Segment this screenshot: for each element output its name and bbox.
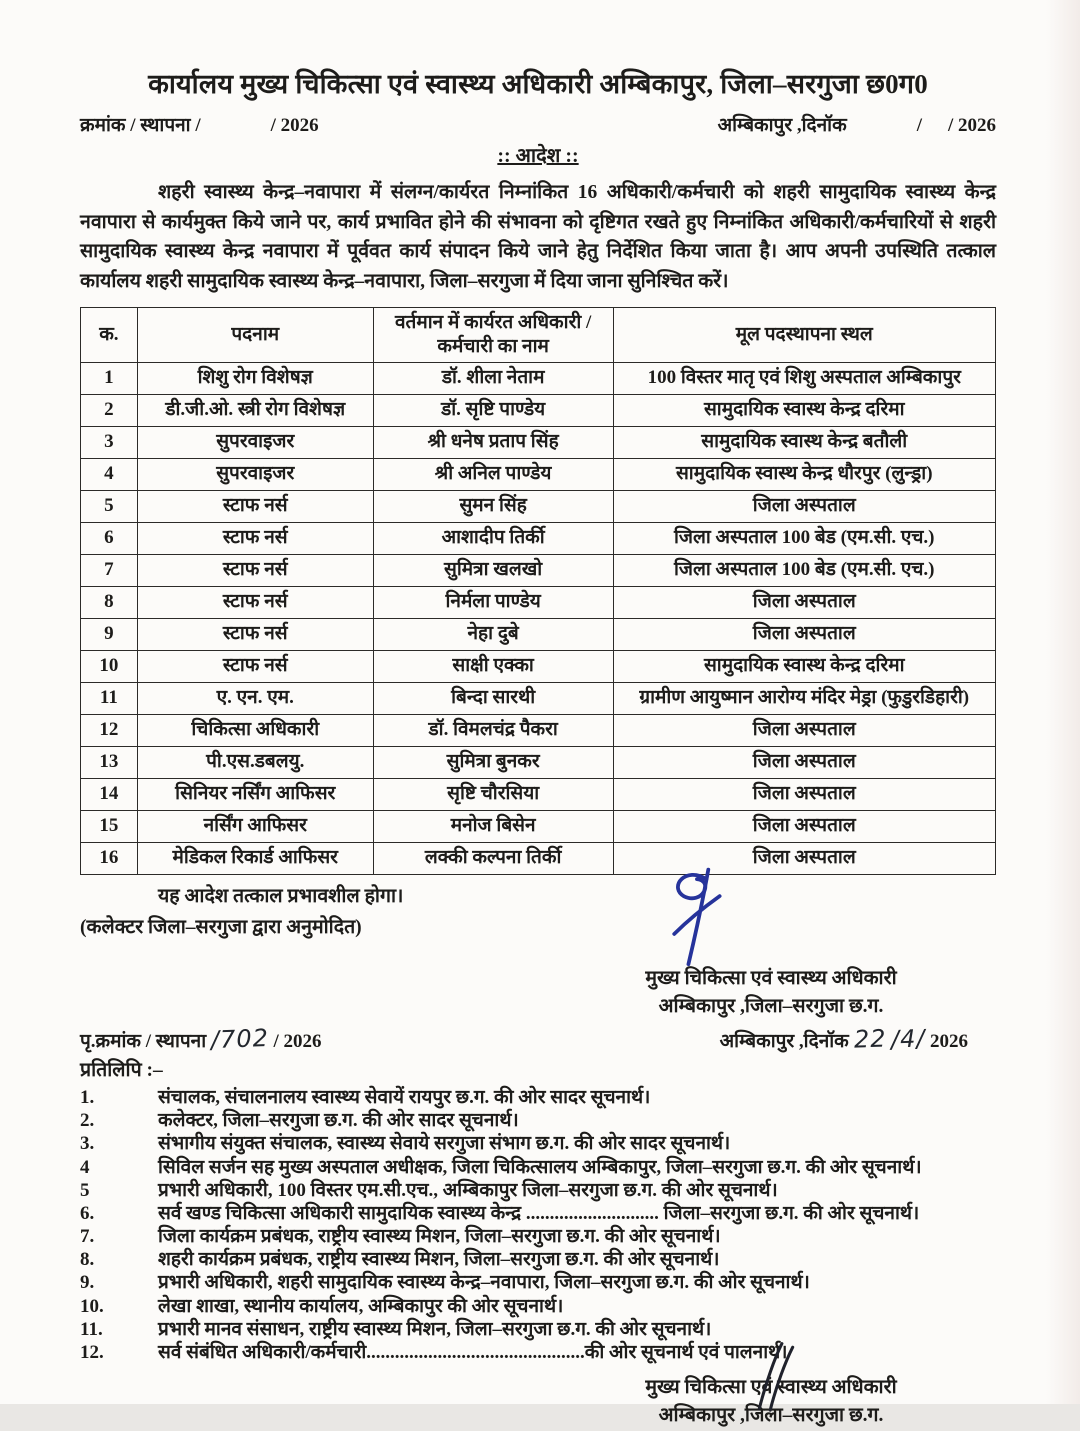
header-designation: पदनाम bbox=[137, 307, 373, 362]
signatory-place-bottom: अम्बिकापुर ,जिला–सरगुजा छ.ग. bbox=[658, 1405, 884, 1427]
ref2-suffix: / 2026 bbox=[273, 1031, 322, 1053]
copy-item: 9. प्रभारी अधिकारी, शहरी सामुदायिक स्वास्थ्य केन्द्र–नवापारा, जिला–सरगुजा छ.ग. की ओर सूचनार्थ। bbox=[80, 1272, 810, 1294]
table-row: 14 सिनियर नर्सिंग आफिसर सृष्टि चौरसिया जिला अस्पताल bbox=[81, 778, 996, 810]
reference-line bbox=[80, 111, 996, 137]
handwritten-month: /4/ bbox=[890, 1024, 926, 1054]
header-officer: वर्तमान में कार्यरत अधिकारी /कर्मचारी का नाम bbox=[373, 307, 613, 362]
dispatch-year: 2026 bbox=[930, 1031, 968, 1053]
table-row: 12 चिकित्सा अधिकारी डॉ. विमलचंद्र पैकरा जिला अस्पताल bbox=[81, 714, 996, 746]
office-title: कार्यालय मुख्य चिकित्सा एवं स्वास्थ्य अधिकारी अम्बिकापुर, जिला–सरगुजा छ0ग0 bbox=[148, 69, 928, 99]
copy-item: 12. सर्व संबंधित अधिकारी/कर्मचारी..............................................की ओर सूचनार्थ एवं पालनार्थ। bbox=[80, 1341, 788, 1363]
approval-note: (कलेक्टर जिला–सरगुजा द्वारा अनुमोदित) bbox=[80, 916, 362, 938]
table-row: 3 सुपरवाइजर श्री धनेष प्रताप सिंह सामुदायिक स्वास्थ केन्द्र बतौली bbox=[81, 426, 996, 458]
table-row: 11 ए. एन. एम. बिन्दा सारथी ग्रामीण आयुष्मान आरोग्य मंदिर मेड्रा (फुडुरडिहारी) bbox=[81, 682, 996, 714]
bottom-signature-block bbox=[606, 1374, 936, 1431]
copy-item: 7. जिला कार्यक्रम प्रबंधक, राष्ट्रीय स्वास्थ्य मिशन, जिला–सरगुजा छ.ग. की ओर सूचनार्थ। bbox=[80, 1226, 721, 1248]
table-row: 10 स्टाफ नर्स साक्षी एक्का सामुदायिक स्वास्थ केन्द्र दरिमा bbox=[81, 650, 996, 682]
effective-note: यह आदेश तत्काल प्रभावशील होगा। bbox=[158, 885, 404, 907]
copy-item: 2. कलेक्टर, जिला–सरगुजा छ.ग. की ओर सादर सूचनार्थ। bbox=[80, 1110, 519, 1132]
copies-heading: प्रतिलिपि :– bbox=[80, 1060, 163, 1082]
dispatch-date bbox=[720, 1025, 968, 1053]
ref2-label: पृ.क्रमांक / स्थापना bbox=[80, 1031, 207, 1053]
dispatch-label: अम्बिकापुर ,दिनॉक bbox=[719, 1031, 849, 1053]
table-row: 16 मेडिकल रिकार्ड आफिसर लक्की कल्पना तिर्की जिला अस्पताल bbox=[81, 842, 996, 874]
order-paragraph: शहरी स्वास्थ्य केन्द्र–नवापारा में संलग्न/कार्यरत निम्नांकित 16 अधिकारी/कर्मचारी को शहरी सामुदायिक स्वास्थ्य केन्द्र नवापारा से कार्यमुक्त किये जाने पर, कार्य प्रभावित होने की संभावना को दृष्टिगत रखते हुए निम्नांकित अधिकारी/कर्मचारियों से शहरी सामुदायिक स्वास्थ्य केन्द्र नवापारा में पूर्ववत कार्य संपादन किये जाने हेतु निर्देशित किया जाता है। आप अपनी उपस्थिति तत्काल कार्यालय शहरी सामुदायिक स्वास्थ्य केन्द्र–नवापारा, जिला–सरगुजा में दिया जाना सुनिश्चित करें। bbox=[80, 182, 996, 292]
dispatch-row bbox=[80, 1025, 996, 1053]
order-heading-text: :: आदेश :: bbox=[497, 145, 579, 167]
copy-item: 8. शहरी कार्यक्रम प्रबंधक, राष्ट्रीय स्वास्थ्य मिशन, जिला–सरगुजा छ.ग. की ओर सूचनार्थ। bbox=[80, 1249, 720, 1271]
copy-item: 1. संचालक, संचालनालय स्वास्थ्य सेवायें रायपुर छ.ग. की ओर सादर सूचनार्थ। bbox=[80, 1087, 651, 1109]
header-date bbox=[718, 111, 996, 137]
cmho-signature-block bbox=[606, 965, 936, 1022]
copy-item: 6. सर्व खण्ड चिकित्सा अधिकारी सामुदायिक स्वास्थ्य केन्द्र ............................ जिला–सरगुजा छ.ग. की ओर सूचनार्थ। bbox=[80, 1202, 920, 1224]
ref-number bbox=[80, 111, 319, 137]
approval-row bbox=[80, 912, 996, 939]
copies-list bbox=[80, 1086, 996, 1364]
table-row: 6 स्टाफ नर्स आशादीप तिर्की जिला अस्पताल 100 बेड (एम.सी. एच.) bbox=[81, 522, 996, 554]
dispatch-ref-number bbox=[80, 1025, 322, 1053]
table-row: 4 सुपरवाइजर श्री अनिल पाण्डेय सामुदायिक स्वास्थ केन्द्र धौरपुर (लुन्ड्रा) bbox=[81, 458, 996, 490]
header-sno: क. bbox=[81, 307, 138, 362]
table-row: 2 डी.जी.ओ. स्त्री रोग विशेषज्ञ डॉ. सृष्टि पाण्डेय सामुदायिक स्वास्थ केन्द्र दरिमा bbox=[81, 394, 996, 426]
table-row: 1 शिशु रोग विशेषज्ञ डॉ. शीला नेताम 100 विस्तर मातृ एवं शिशु अस्पताल अम्बिकापुर bbox=[81, 362, 996, 394]
copy-item: 3. संभागीय संयुक्त संचालक, स्वास्थ्य सेवाये सरगुजा संभाग छ.ग. की ओर सादर सूचनार्थ। bbox=[80, 1133, 731, 1155]
date-suffix: / 2026 bbox=[947, 115, 996, 136]
date-slash: / bbox=[916, 115, 922, 136]
signatory-title-bottom: मुख्य चिकित्सा एवं स्वास्थ्य अधिकारी bbox=[645, 1377, 897, 1399]
signatory-title: मुख्य चिकित्सा एवं स्वास्थ्य अधिकारी bbox=[645, 967, 897, 989]
table-row: 7 स्टाफ नर्स सुमित्रा खलखो जिला अस्पताल 100 बेड (एम.सी. एच.) bbox=[81, 554, 996, 586]
handwritten-ref-number: /702 bbox=[210, 1024, 270, 1055]
signatory-place: अम्बिकापुर ,जिला–सरगुजा छ.ग. bbox=[658, 995, 884, 1017]
handwritten-day: 22 bbox=[853, 1024, 887, 1054]
date-label: अम्बिकापुर ,दिनॉक bbox=[717, 115, 847, 136]
table-row: 8 स्टाफ नर्स निर्मला पाण्डेय जिला अस्पताल bbox=[81, 586, 996, 618]
signature-slashes-icon bbox=[744, 1340, 800, 1412]
table-row: 13 पी.एस.डबलयु. सुमित्रा बुनकर जिला अस्पताल bbox=[81, 746, 996, 778]
header-location: मूल पदस्थापना स्थल bbox=[613, 307, 996, 362]
ref-prefix: क्रमांक / स्थापना / bbox=[80, 115, 201, 136]
copy-item: 11. प्रभारी मानव संसाधन, राष्ट्रीय स्वास्थ्य मिशन, जिला–सरगुजा छ.ग. की ओर सूचनार्थ। bbox=[80, 1318, 712, 1340]
order-heading bbox=[80, 141, 996, 168]
copy-item: 10. लेखा शाखा, स्थानीय कार्यालय, अम्बिकापुर की ओर सूचनार्थ। bbox=[80, 1295, 564, 1317]
ref-suffix: / 2026 bbox=[270, 115, 319, 136]
staff-table bbox=[80, 307, 996, 875]
table-row: 9 स्टाफ नर्स नेहा दुबे जिला अस्पताल bbox=[81, 618, 996, 650]
copy-item: 5 प्रभारी अधिकारी, 100 विस्तर एम.सी.एच., अम्बिकापुर जिला–सरगुजा छ.ग. की ओर सूचनार्थ। bbox=[80, 1179, 778, 1201]
signature-flourish-icon bbox=[652, 864, 740, 968]
table-header-row bbox=[81, 307, 996, 362]
table-row: 5 स्टाफ नर्स सुमन सिंह जिला अस्पताल bbox=[81, 490, 996, 522]
copy-item: 4 सिविल सर्जन सह मुख्य अस्पताल अधीक्षक, जिला चिकित्सालय अम्बिकापुर, जिला–सरगुजा छ.ग. की ओर सूचनार्थ। bbox=[80, 1156, 922, 1178]
table-row: 15 नर्सिंग आफिसर मनोज बिसेन जिला अस्पताल bbox=[81, 810, 996, 842]
